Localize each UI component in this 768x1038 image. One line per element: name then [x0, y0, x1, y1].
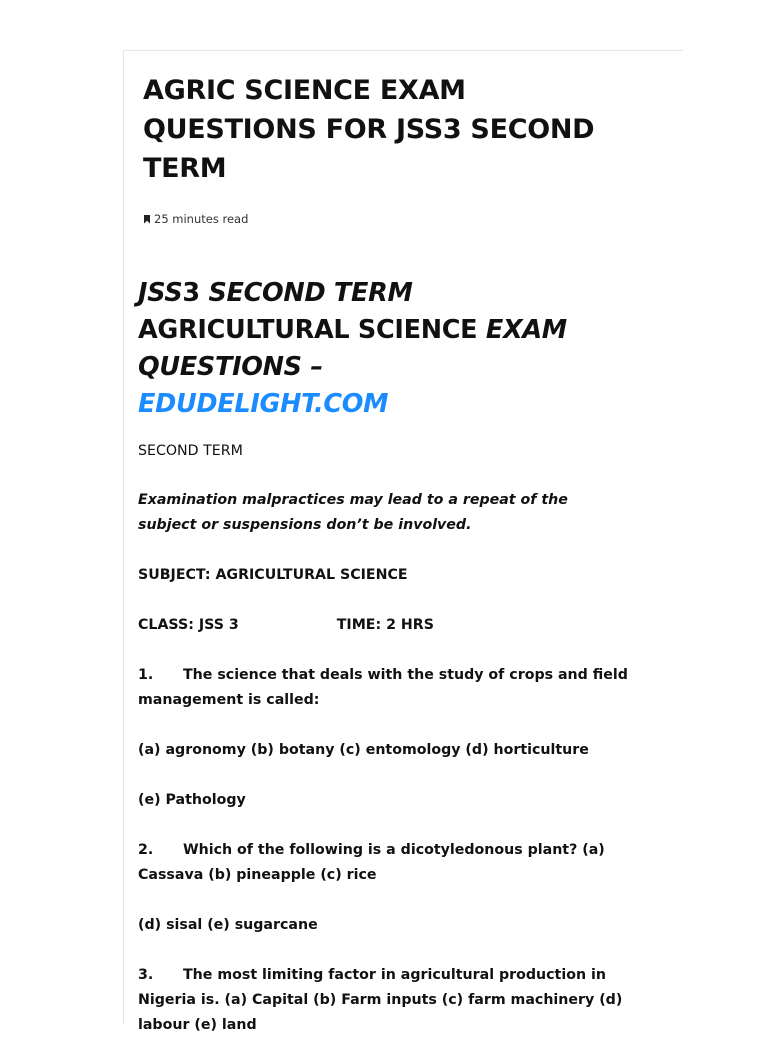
read-time-meta: [138, 212, 638, 226]
question-2: [138, 838, 638, 888]
headline-jss: JSS: [138, 278, 183, 308]
question-number: 1.: [138, 667, 154, 683]
question-text: Which of the following is a dicotyledonous plant? (a) Cassava (b) pineapple (c) rice: [138, 842, 605, 883]
article-card: [123, 50, 683, 1033]
read-time-text: 25 minutes read: [154, 212, 249, 226]
malpractice-warning: Examination malpractices may lead to a repeat of the subject or suspensions don’t be involved.: [138, 492, 568, 533]
headline-exam-questions: EXAM QUESTIONS –: [138, 315, 567, 382]
question-text: The science that deals with the study of crops and field management is called:: [138, 667, 628, 708]
article-headline: [138, 275, 618, 423]
edudelight-link[interactable]: EDUDELIGHT.COM: [138, 389, 389, 419]
article-content: [138, 71, 638, 1038]
headline-3: 3: [182, 278, 209, 308]
class-time-line: [138, 613, 638, 638]
question-text: The most limiting factor in agricultural production in Nigeria is. (a) Capital (b) Farm inputs (c) farm machinery (d) labour (e) land: [138, 967, 623, 1033]
post-title[interactable]: AGRIC SCIENCE EXAM QUESTIONS FOR JSS3 SECOND TERM: [143, 75, 595, 184]
headline-agric-science: AGRICULTURAL SCIENCE: [138, 315, 486, 345]
question-number: 2.: [138, 842, 154, 858]
subject-line: SUBJECT: AGRICULTURAL SCIENCE: [138, 567, 408, 583]
question-1-options: (a) agronomy (b) botany (c) entomology (d) horticulture: [138, 742, 589, 758]
headline-second-term: SECOND TERM: [208, 278, 413, 308]
question-1: [138, 663, 638, 713]
question-1-options-extra: (e) Pathology: [138, 792, 246, 808]
question-number: 3.: [138, 967, 154, 983]
class-label: CLASS: JSS 3: [138, 617, 239, 633]
bookmark-icon: [144, 215, 150, 224]
term-label: SECOND TERM: [138, 443, 243, 459]
question-2-options: (d) sisal (e) sugarcane: [138, 917, 318, 933]
time-label: TIME: 2 HRS: [336, 617, 434, 633]
question-3: [138, 963, 638, 1038]
